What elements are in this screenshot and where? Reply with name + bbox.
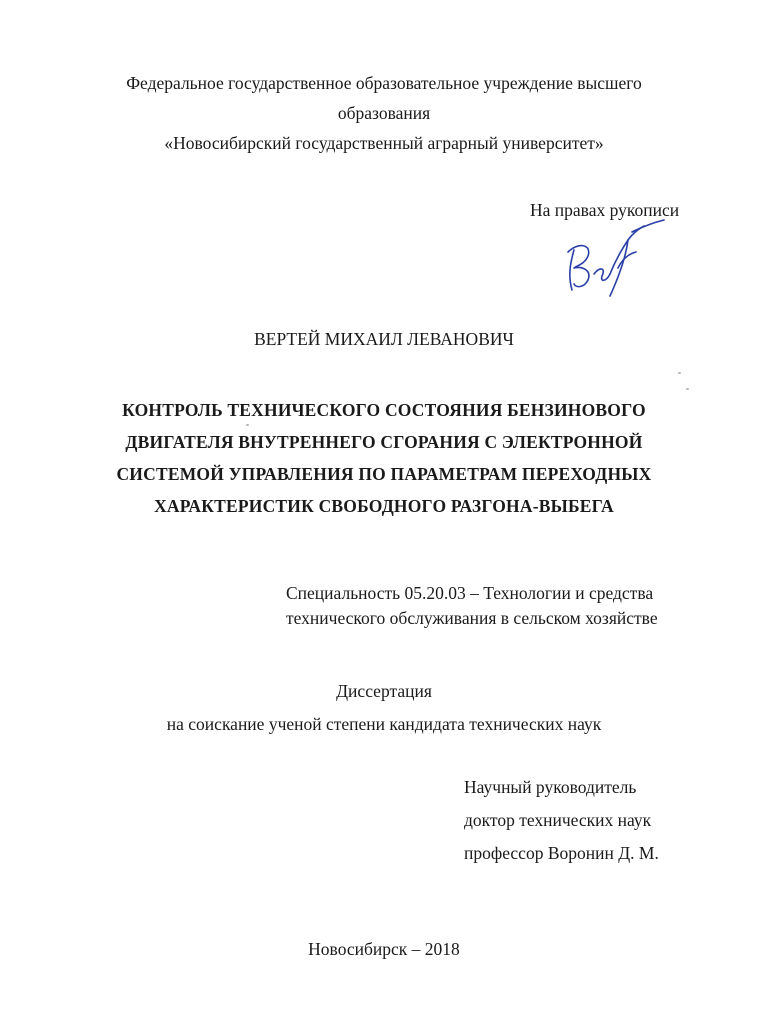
scan-speck [678, 372, 681, 374]
signature-image [548, 212, 668, 302]
title-line-1: КОНТРОЛЬ ТЕХНИЧЕСКОГО СОСТОЯНИЯ БЕНЗИНОВОГО [122, 400, 646, 420]
title-line-3: СИСТЕМОЙ УПРАВЛЕНИЯ ПО ПАРАМЕТРАМ ПЕРЕХОДНЫХ [116, 464, 652, 484]
supervisor-role: Научный руководитель [464, 777, 637, 797]
specialty-line-2: технического обслуживания в сельском хозяйстве [286, 608, 658, 628]
author-name: ВЕРТЕЙ МИХАИЛ ЛЕВАНОВИЧ [254, 329, 514, 349]
scan-speck [686, 388, 689, 390]
manuscript-note: На правах рукописи [530, 200, 680, 220]
dissertation-label: Диссертация [336, 681, 432, 701]
specialty-line-1: Специальность 05.20.03 – Технологии и средства [286, 583, 654, 603]
supervisor-degree: доктор технических наук [464, 810, 652, 830]
institution-line-3: «Новосибирский государственный аграрный университет» [164, 133, 604, 153]
institution-line-2: образования [337, 103, 431, 123]
institution-line-1: Федеральное государственное образовательное учреждение высшего [126, 73, 642, 93]
city-year: Новосибирск – 2018 [308, 939, 460, 959]
supervisor-name: профессор Воронин Д. М. [464, 843, 659, 863]
degree-sought: на соискание ученой степени кандидата технических наук [166, 714, 602, 734]
dissertation-title [60, 394, 708, 522]
title-line-4: ХАРАКТЕРИСТИК СВОБОДНОГО РАЗГОНА-ВЫБЕГА [154, 496, 614, 516]
title-line-2: ДВИГАТЕЛЯ ВНУТРЕННЕГО СГОРАНИЯ С ЭЛЕКТРОННОЙ [125, 432, 643, 452]
